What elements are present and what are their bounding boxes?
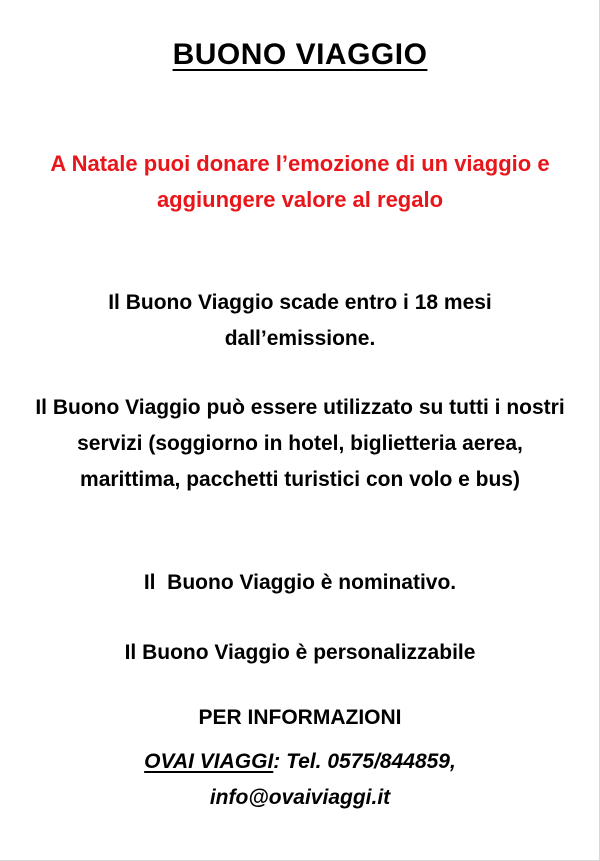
agency-email[interactable]: info@ovaiviaggi.it: [209, 786, 391, 809]
flyer-title-text: BUONO VIAGGIO: [172, 38, 428, 71]
expiry-paragraph: Il Buono Viaggio scade entro i 18 mesi dall’emissione.: [108, 291, 492, 350]
contact-block: [60, 744, 540, 816]
christmas-tagline: A Natale puoi donare l’emozione di un viaggio e aggiungere valore al regalo: [50, 151, 550, 212]
agency-name: OVAI VIAGGI: [144, 750, 274, 773]
usage-paragraph: Il Buono Viaggio può essere utilizzato su tutti i nostri servizi (soggiorno in hotel, biglietteria aerea, marittima, pacchetti turistici con volo e bus): [35, 396, 565, 491]
nominative-paragraph: Il Buono Viaggio è nominativo.: [143, 571, 457, 594]
agency-phone: : Tel. 0575/844859,: [273, 750, 456, 773]
flyer-title: [0, 38, 600, 72]
customizable-paragraph: Il Buono Viaggio è personalizzabile: [124, 641, 476, 664]
info-heading: PER INFORMAZIONI: [198, 706, 402, 729]
